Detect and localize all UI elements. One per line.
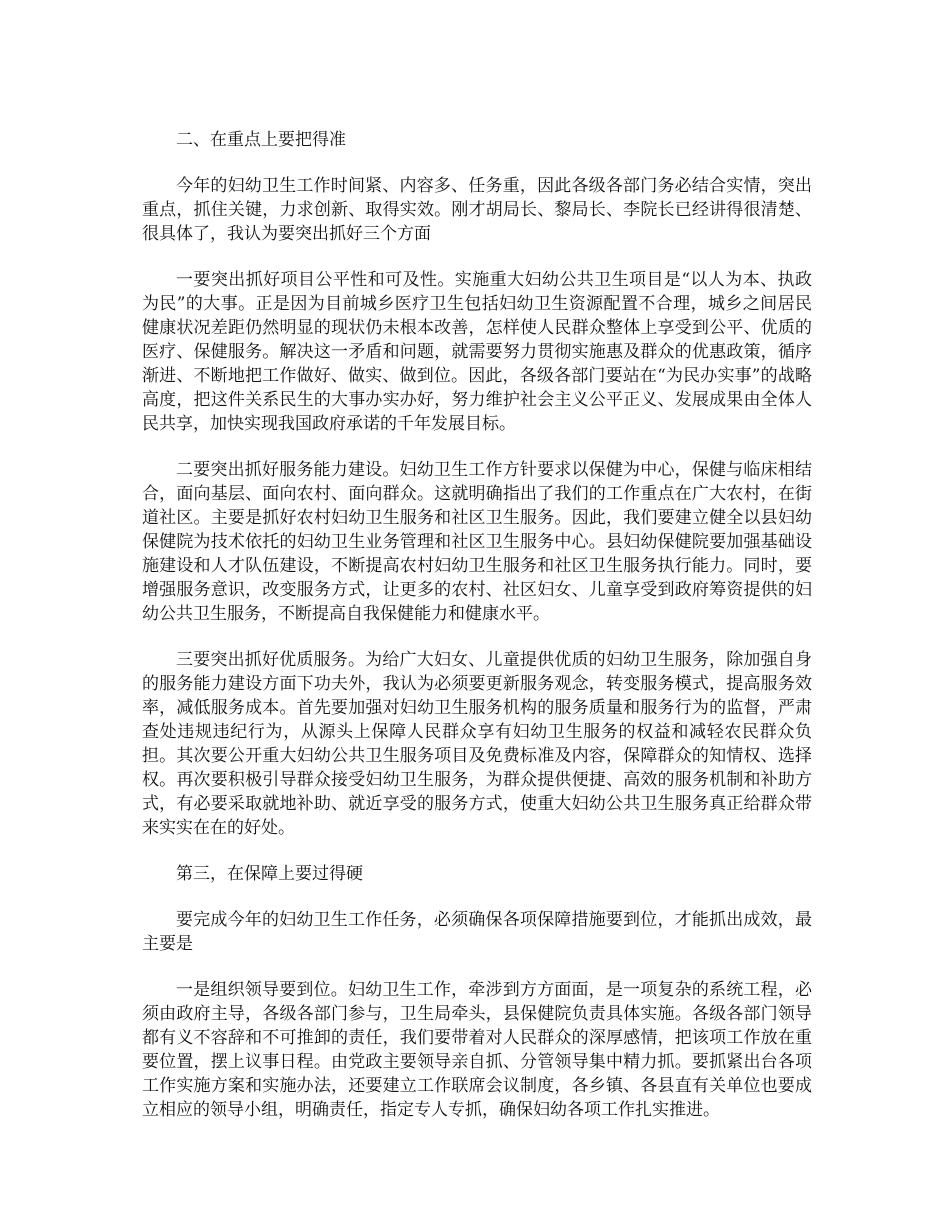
document-body: [142, 128, 812, 1144]
paragraph-point-3: 三要突出抓好优质服务。为给广大妇女、儿童提供优质的妇幼卫生服务，除加强自身的服务能力建设方面下功夫外，我认为必须要更新服务观念，转变服务模式，提高服务效率，减低服务成本。首先要加强对妇幼卫生服务机构的服务质量和服务行为的监督，严肃查处违规违纪行为，从源头上保障人民群众享有妇幼卫生服务的权益和减轻农民群众负担。其次要公开重大妇幼公共卫生服务项目及免费标准及内容，保障群众的知情权、选择权。再次要积极引导群众接受妇幼卫生服务，为群众提供便捷、高效的服务机制和补助方式，有必要采取就地补助、就近享受的服务方式，使重大妇幼公共卫生服务真正给群众带来实实在在的好处。: [142, 650, 812, 838]
paragraph-guarantee-1: 一是组织领导要到位。妇幼卫生工作，牵涉到方方面面，是一项复杂的系统工程，必须由政府主导，各级各部门参与，卫生局牵头，县保健院负责具体实施。各级各部门领导都有义不容辞和不可推卸的责任，我们要带着对人民群众的深厚感情，把该项工作放在重要位置，摆上议事日程。由党政主要领导亲自抓、分管领导集中精力抓。要抓紧出台各项工作实施方案和实施办法，还要建立工作联席会议制度，各乡镇、各县直有关单位也要成立相应的领导小组，明确责任，指定专人专抓，确保妇幼各项工作扎实推进。: [142, 980, 812, 1120]
section-heading-3: 第三，在保障上要过得硬: [176, 864, 363, 884]
paragraph-guarantee-intro: 要完成今年的妇幼卫生工作任务，必须确保各项保障措施要到位，才能抓出成效，最主要是: [142, 910, 812, 954]
paragraph-point-1: 一要突出抓好项目公平性和可及性。实施重大妇幼公共卫生项目是“以人为本、执政为民”的大事。正是因为目前城乡医疗卫生包括妇幼卫生资源配置不合理，城乡之间居民健康状况差距仍然明显的现状仍未根本改善，怎样使人民群众整体上享受到公平、优质的医疗、保健服务。解决这一矛盾和问题，就需要努力贯彻实施惠及群众的优惠政策，循序渐进、不断地把工作做好、做实、做到位。因此，各级各部门要站在“为民办实事”的战略高度，把这件关系民生的大事办实办好，努力维护社会主义公平正义、发展成果由全体人民共享，加快实现我国政府承诺的千年发展目标。: [142, 270, 812, 434]
paragraph-point-2: 二要突出抓好服务能力建设。妇幼卫生工作方针要求以保健为中心，保健与临床相结合，面向基层、面向农村、面向群众。这就明确指出了我们的工作重点在广大农村，在街道社区。主要是抓好农村妇幼卫生服务和社区卫生服务。因此，我们要建立健全以县妇幼保健院为技术依托的妇幼卫生业务管理和社区卫生服务中心。县妇幼保健院要加强基础设施建设和人才队伍建设，不断提高农村妇幼卫生服务和社区卫生服务执行能力。同时，要增强服务意识，改变服务方式，让更多的农村、社区妇女、儿童享受到政府筹资提供的妇幼公共卫生服务，不断提高自我保健能力和健康水平。: [142, 460, 812, 624]
section-heading-2: 二、在重点上要把得准: [176, 130, 346, 150]
paragraph-intro: 今年的妇幼卫生工作时间紧、内容多、任务重，因此各级各部门务必结合实情，突出重点，抓住关键，力求创新、取得实效。刚才胡局长、黎局长、李院长已经讲得很清楚、很具体了，我认为要突出抓好三个方面: [142, 176, 812, 244]
